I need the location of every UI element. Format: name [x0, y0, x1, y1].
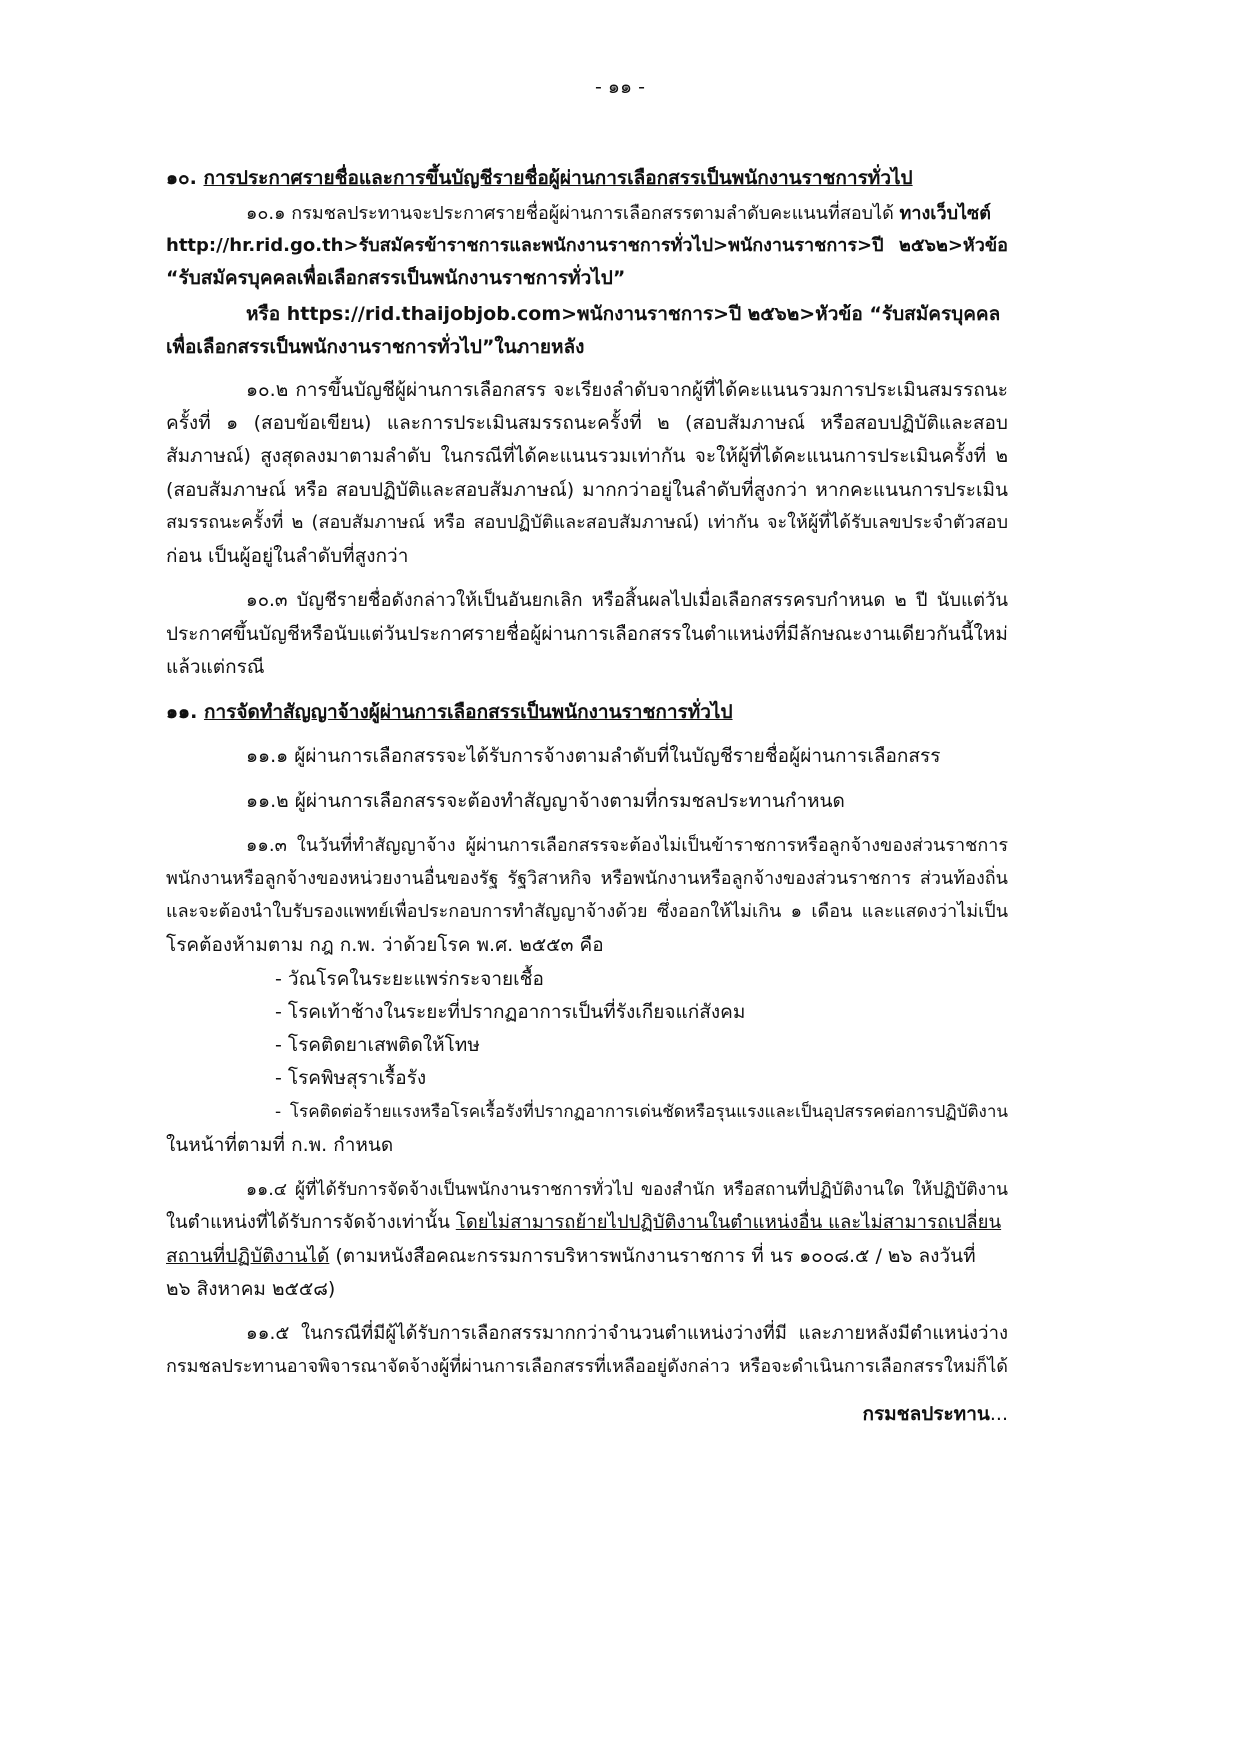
section-11-heading [166, 697, 733, 727]
continuation-text: กรมชลประทาน [862, 1403, 990, 1425]
paragraph-11-3-line-2: พนักงานหรือลูกจ้างของหน่วยงานอื่นของรัฐ รัฐวิสาหกิจ หรือพนักงานหรือลูกจ้างของส่วนราชการ ส่วนท้องถิ่น [166, 868, 1008, 889]
p11-4-text: ในตำแหน่งที่ได้รับการจัดจ้างเท่านั้น [166, 1212, 456, 1233]
section-11-title: การจัดทำสัญญาจ้างผู้ผ่านการเลือกสรรเป็นพนักงานราชการทั่วไป [203, 701, 733, 723]
disease-list-item: - โรคเท้าช้างในระยะที่ปรากฏอาการเป็นที่รังเกียจแก่สังคม [275, 1001, 746, 1023]
paragraph-11-3-line-1: ๑๑.๓ ในวันที่ทำสัญญาจ้าง ผู้ผ่านการเลือกสรรจะต้องไม่เป็นข้าราชการหรือลูกจ้างของส่วนราชการ [246, 835, 1008, 856]
paragraph-10-3-line-3: แล้วแต่กรณี [166, 656, 265, 678]
paragraph-10-1-line-5: เพื่อเลือกสรรเป็นพนักงานราชการทั่วไป”ในภายหลัง [166, 336, 585, 358]
paragraph-10-2-line-3: สัมภาษณ์) สูงสุดลงมาตามลำดับ ในกรณีที่ได้คะแนนรวมเท่ากัน จะให้ผู้ที่ได้คะแนนการประเมินครั้งที่ ๒ [166, 445, 1008, 467]
disease-list-item: - โรคพิษสุราเรื้อรัง [275, 1067, 427, 1089]
section-10-title: การประกาศรายชื่อและการขึ้นบัญชีรายชื่อผู้ผ่านการเลือกสรรเป็นพนักงานราชการทั่วไป [203, 167, 913, 189]
paragraph-10-3-line-2: ประกาศขึ้นบัญชีหรือนับแต่วันประกาศรายชื่อผู้ผ่านการเลือกสรรในตำแหน่งที่มีลักษณะงานเดียวกันนี้ใหม่ [166, 623, 1008, 645]
continuation-marker [808, 1399, 1008, 1429]
paragraph-10-2-line-2: ครั้งที่ ๑ (สอบข้อเขียน) และการประเมินสมรรถนะครั้งที่ ๒ (สอบสัมภาษณ์ หรือสอบปฏิบัติและสอบ [166, 412, 1008, 434]
paragraph-11-1: ๑๑.๑ ผู้ผ่านการเลือกสรรจะได้รับการจ้างตามลำดับที่ในบัญชีรายชื่อผู้ผ่านการเลือกสรร [246, 745, 941, 767]
paragraph-11-4-line-2 [166, 1208, 1001, 1238]
p11-4-reference: (ตามหนังสือคณะกรรมการบริหารพนักงานราชการ ที่ นร ๑๐๐๘.๕ / ๒๖ ลงวันที่ [329, 1245, 976, 1267]
p10-1-website-label: ทางเว็บไซต์ [899, 203, 991, 224]
disease-list-item: - โรคติดยาเสพติดให้โทษ [275, 1034, 480, 1056]
paragraph-10-1-line-1 [246, 199, 991, 229]
section-10-heading [166, 163, 913, 193]
disease-list-item-5-line-2: ในหน้าที่ตามที่ ก.พ. กำหนด [166, 1134, 394, 1156]
paragraph-10-1-line-3: “รับสมัครบุคคลเพื่อเลือกสรรเป็นพนักงานราชการทั่วไป” [166, 267, 626, 289]
paragraph-11-4-line-1: ๑๑.๔ ผู้ที่ได้รับการจัดจ้างเป็นพนักงานราชการทั่วไป ของสำนัก หรือสถานที่ปฏิบัติงานใด ให้ปฏิบัติงาน [246, 1180, 1008, 1200]
continuation-dots: ... [989, 1403, 1008, 1425]
paragraph-11-5-line-2: กรมชลประทานอาจพิจารณาจัดจ้างผู้ที่ผ่านการเลือกสรรที่เหลืออยู่ดังกล่าว หรือจะดำเนินการเลือกสรรใหม่ก็ได้ [166, 1356, 1008, 1377]
paragraph-11-3-line-3: และจะต้องนำใบรับรองแพทย์เพื่อประกอบการทำสัญญาจ้างด้วย ซึ่งออกให้ไม่เกิน ๑ เดือน และแสดงว่าไม่เป็น [166, 901, 1008, 922]
paragraph-11-3-line-4: โรคต้องห้ามตาม กฎ ก.พ. ว่าด้วยโรค พ.ศ. ๒๕๕๓ คือ [166, 934, 604, 956]
page-number: - ๑๑ - [595, 76, 645, 98]
paragraph-11-2: ๑๑.๒ ผู้ผ่านการเลือกสรรจะต้องทำสัญญาจ้างตามที่กรมชลประทานกำหนด [246, 790, 845, 812]
paragraph-11-4-line-4: ๒๖ สิงหาคม ๒๕๕๘) [166, 1278, 336, 1300]
paragraph-11-4-line-3 [166, 1241, 976, 1271]
paragraph-10-3-line-1: ๑๐.๓ บัญชีรายชื่อดังกล่าวให้เป็นอันยกเลิก หรือสิ้นผลไปเมื่อเลือกสรรครบกำหนด ๒ ปี นับแต่วัน [246, 590, 1008, 611]
paragraph-10-2-line-5: สมรรถนะครั้งที่ ๒ (สอบสัมภาษณ์ หรือ สอบปฏิบัติและสอบสัมภาษณ์) เท่ากัน จะให้ผู้ที่ได้รับเลขประจำตัวสอบ [166, 512, 1008, 533]
paragraph-10-1-line-4: หรือ https://rid.thaijobjob.com>พนักงานราชการ>ปี ๒๕๖๒>หัวข้อ “รับสมัครบุคคล [246, 303, 1001, 325]
section-10-number: ๑๐. [166, 167, 197, 189]
p11-4-restriction-underlined: โดยไม่สามารถย้ายไปปฏิบัติงานในตำแหน่งอื่น และไม่สามารถเปลี่ยน [455, 1212, 1002, 1233]
p10-1-text: ๑๐.๑ กรมชลประทานจะประกาศรายชื่อผู้ผ่านการเลือกสรรตามลำดับคะแนนที่สอบได้ [246, 203, 900, 224]
p11-4-restriction-underlined-end: สถานที่ปฏิบัติงานได้ [166, 1245, 330, 1267]
paragraph-10-2-line-6: ก่อน เป็นผู้อยู่ในลำดับที่สูงกว่า [166, 545, 409, 567]
paragraph-10-2-line-1: ๑๐.๒ การขึ้นบัญชีผู้ผ่านการเลือกสรร จะเรียงลำดับจากผู้ที่ได้คะแนนรวมการประเมินสมรรถนะ [246, 379, 1008, 401]
section-11-number: ๑๑. [166, 701, 198, 723]
disease-list-item-5-line-1: - โรคติดต่อร้ายแรงหรือโรคเรื้อรังที่ปรากฏอาการเด่นชัดหรือรุนแรงและเป็นอุปสรรคต่อการปฏิบัติงาน [275, 1102, 1008, 1122]
disease-list-item: - วัณโรคในระยะแพร่กระจายเชื้อ [275, 968, 544, 990]
paragraph-11-5-line-1: ๑๑.๕ ในกรณีที่มีผู้ได้รับการเลือกสรรมากกว่าจำนวนตำแหน่งว่างที่มี และภายหลังมีตำแหน่งว่าง [246, 1323, 1008, 1344]
paragraph-10-1-line-2: http://hr.rid.go.th>รับสมัครข้าราชการและพนักงานราชการทั่วไป>พนักงานราชการ>ปี ๒๕๖๒>หัวข้อ [166, 235, 1008, 256]
paragraph-10-2-line-4: (สอบสัมภาษณ์ หรือ สอบปฏิบัติและสอบสัมภาษณ์) มากกว่าอยู่ในลำดับที่สูงกว่า หากคะแนนการประเมิน [166, 479, 1008, 501]
